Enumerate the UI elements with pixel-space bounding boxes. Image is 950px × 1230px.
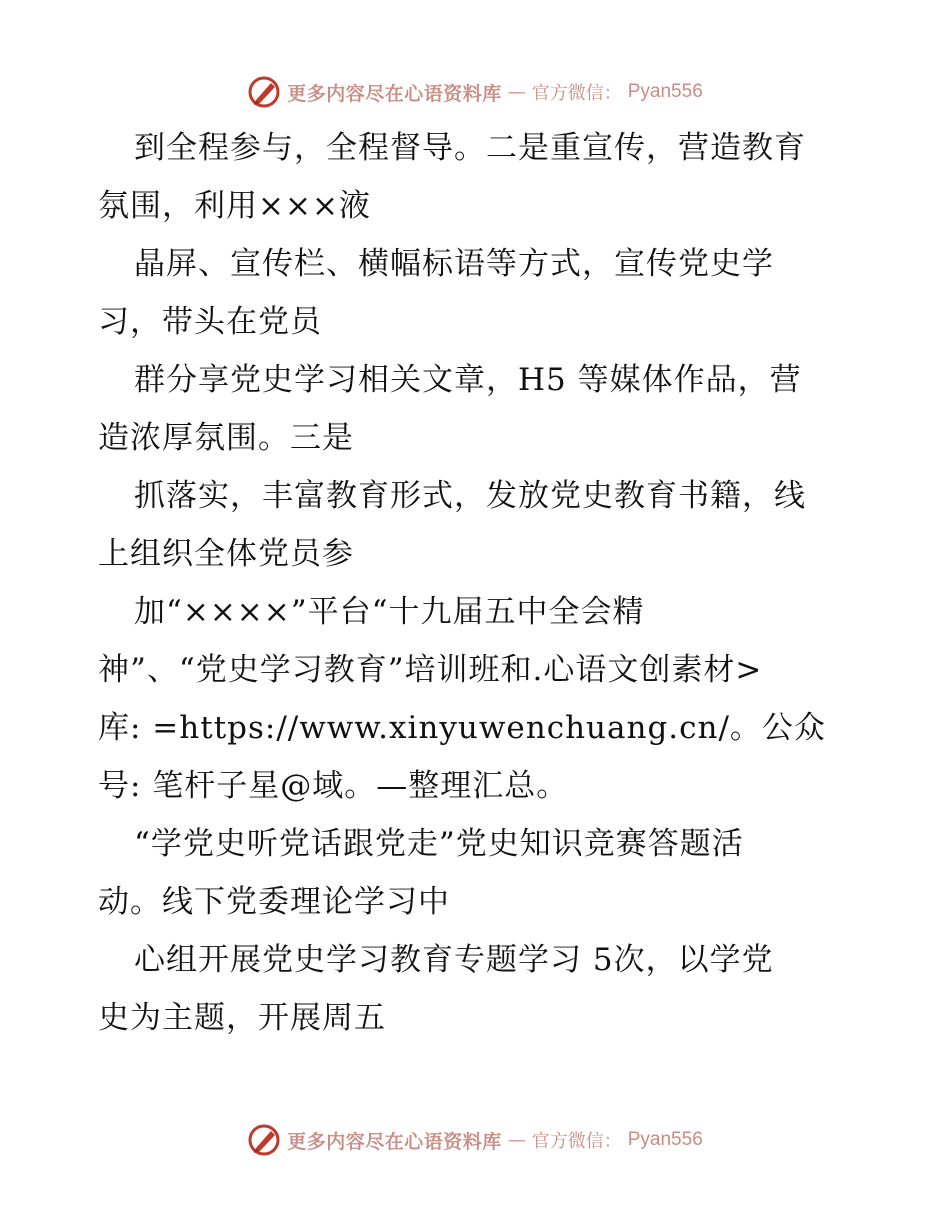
text-line: 上组织全体党员参: [98, 536, 354, 572]
pen-logo-icon: [247, 1123, 281, 1157]
text-line: 神”、“党史学习教育”培训班和.心语文创素材>: [98, 652, 763, 688]
header-banner: [0, 72, 950, 112]
text-line: 抓落实，丰富教育形式，发放党史教育书籍，线: [134, 478, 806, 514]
banner-wechat-label: 官方微信：: [531, 83, 622, 104]
pen-logo-icon: [247, 75, 281, 109]
text-line: 心组开展党史学习教育专题学习 5次，以学党: [134, 942, 774, 978]
text-line: 号: 笔杆子星@域。—整理汇总。: [98, 768, 569, 804]
banner-dash: —: [507, 1129, 526, 1151]
text-line: 库: =https://www.xinyuwenchuang.cn/。公众: [98, 710, 826, 746]
text-line: 动。线下党委理论学习中: [98, 884, 450, 920]
text-line: 加“××××”平台“十九届五中全会精: [134, 594, 645, 630]
banner-dash: —: [507, 81, 526, 103]
banner-site-text: 更多内容尽在心语资料库: [287, 82, 502, 105]
banner-wechat-id: Pyan556: [627, 1129, 703, 1150]
banner-wechat-id: Pyan556: [627, 81, 703, 102]
text-line: 到全程参与，全程督导。二是重宣传，营造教育: [134, 130, 806, 166]
document-body: [98, 119, 858, 1047]
banner-wechat-label: 官方微信：: [531, 1131, 622, 1152]
text-line: 群分享党史学习相关文章，H5 等媒体作品，营: [134, 362, 802, 398]
text-line: 氛围，利用×××液: [98, 188, 371, 224]
text-line: 习，带头在党员: [98, 304, 322, 340]
text-line: 造浓厚氛围。三是: [98, 420, 354, 456]
banner-site-text: 更多内容尽在心语资料库: [287, 1130, 502, 1153]
text-line: 史为主题，开展周五: [98, 1000, 386, 1036]
text-line: 晶屏、宣传栏、横幅标语等方式，宣传党史学: [134, 246, 774, 282]
footer-banner: [0, 1120, 950, 1160]
text-line: “学党史听党话跟党走”党史知识竞赛答题活: [134, 826, 744, 862]
